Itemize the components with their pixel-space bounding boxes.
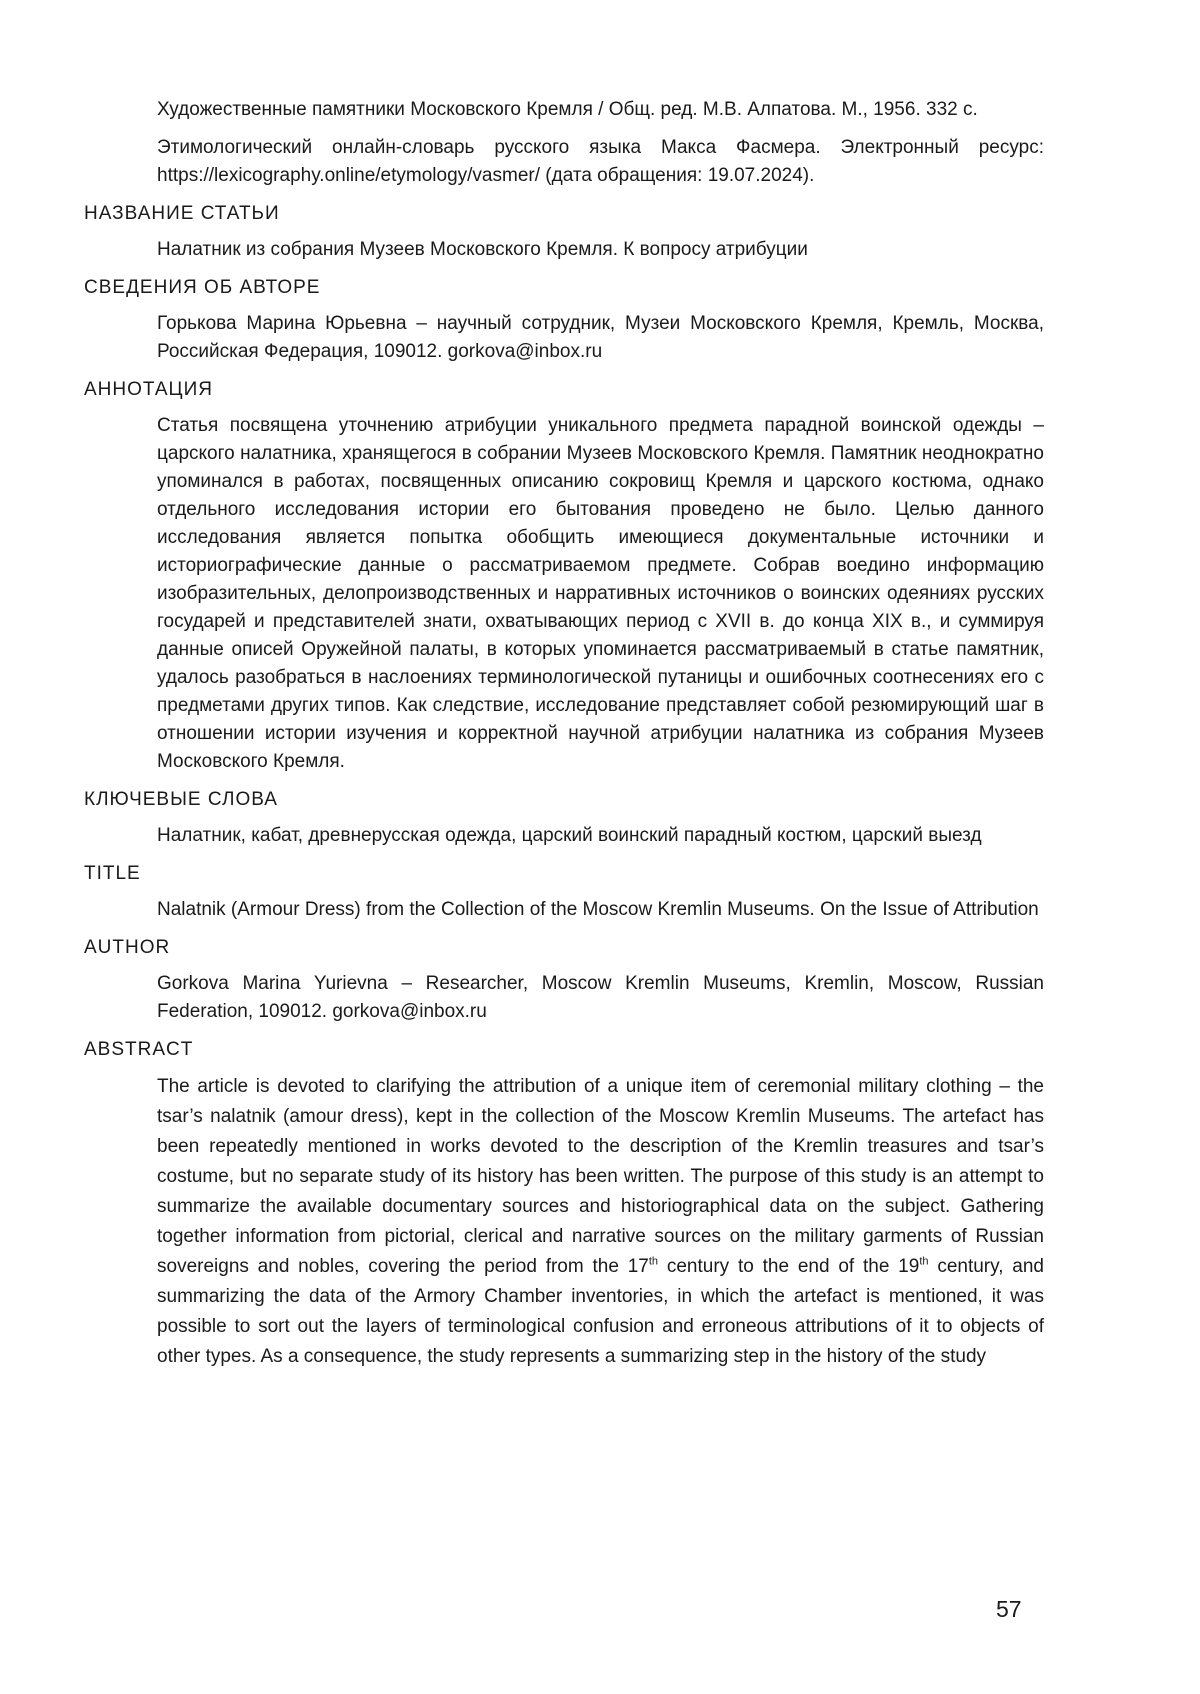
reference-item: Этимологический онлайн-словарь русского языка Макса Фасмера. Электронный ресурс: https://lexicography.online/etymology/vasmer/ (дата обращения: 19.07.2024). — [157, 137, 1044, 186]
ru-title: Налатник из собрания Музеев Московского Кремля. К вопросу атрибуции — [157, 239, 808, 260]
ru-author: Горькова Марина Юрьевна – научный сотрудник, Музеи Московского Кремля, Кремль, Москва, Российская Федерация, 109012. gorkova@inbox.ru — [157, 313, 1044, 362]
en-author: Gorkova Marina Yurievna – Researcher, Moscow Kremlin Museums, Kremlin, Moscow, Russian Federation, 109012. gorkova@inbox.ru — [157, 973, 1044, 1022]
en-author-heading: AUTHOR — [84, 937, 171, 958]
references-tail — [84, 96, 1044, 190]
en-abstract-part-1: The article is devoted to clarifying the attribution of a unique item of ceremonial military clothing – the tsar’s nalatnik (amour dress), kept in the collection of the Moscow Kremlin Museums. The artefact has been repeatedly mentioned in works devoted to the description of the Kremlin treasures and tsar’s costume, but no separate study of its history has been written. The purpose of this study is an attempt to summarize the available documentary sources and historiographical data on the subject. Gathering together information from pictorial, clerical and narrative sources on the military garments of Russian sovereigns and nobles, covering the period from the 17 — [157, 1076, 1044, 1277]
en-abstract-heading: ABSTRACT — [84, 1039, 194, 1060]
superscript-th: th — [648, 1255, 659, 1268]
superscript-th: th — [919, 1255, 929, 1268]
ru-abstract: Статья посвящена уточнению атрибуции уникального предмета парадной воинской одежды – царского налатника, хранящегося в собрании Музеев Московского Кремля. Памятник неоднократно упоминался в работах, посвященных описанию сокровищ Кремля и царского костюма, однако отдельного исследования истории его бытования проведено не было. Целью данного исследования является попытка обобщить имеющиеся документальные источники и историографические данные о рассматриваемом предмете. Собрав воедино информацию изобразительных, делопроизводственных и нарративных источников о воинских одеяниях русских государей и представителей знати, охватывающих период с XVII в. до конца XIX в., и суммируя данные описей Оружейной палаты, в которых упоминается рассматриваемый в статье памятник, удалось разобраться в наслоениях терминологической путаницы и ошибочных соотнесениях его с предметами других типов. Как следствие, исследование представляет собой резюмирующий шаг в отношении истории изучения и корректной научной атрибуции налатника из собрания Музеев Московского Кремля. — [157, 415, 1044, 772]
ru-abstract-heading: АННОТАЦИЯ — [84, 379, 213, 400]
en-title: Nalatnik (Armour Dress) from the Collection of the Moscow Kremlin Museums. On the Issue of Attribution — [157, 899, 1039, 920]
ru-keywords: Налатник, кабат, древнерусская одежда, царский воинский парадный костюм, царский выезд — [157, 825, 982, 846]
en-abstract-part-3: century, and summarizing the data of the Armory Chamber inventories, in which the artefact is mentioned, it was possible to sort out the layers of terminological confusion and erroneous attributions of it to objects of other types. As a consequence, the study represents a summarizing step in the history of the study — [157, 1256, 1044, 1367]
reference-item: Художественные памятники Московского Кремля / Общ. ред. М.В. Алпатова. М., 1956. 332 с. — [157, 99, 978, 120]
ru-keywords-heading: КЛЮЧЕВЫЕ СЛОВА — [84, 789, 278, 810]
page-number: 57 — [996, 1596, 1022, 1622]
ru-author-heading: СВЕДЕНИЯ ОБ АВТОРЕ — [84, 277, 321, 298]
en-abstract — [84, 1072, 1044, 1372]
ru-title-heading: НАЗВАНИЕ СТАТЬИ — [84, 203, 280, 224]
en-abstract-part-2: century to the end of the 19 — [658, 1256, 920, 1277]
page-content — [84, 96, 1044, 1372]
en-title-heading: TITLE — [84, 863, 141, 884]
